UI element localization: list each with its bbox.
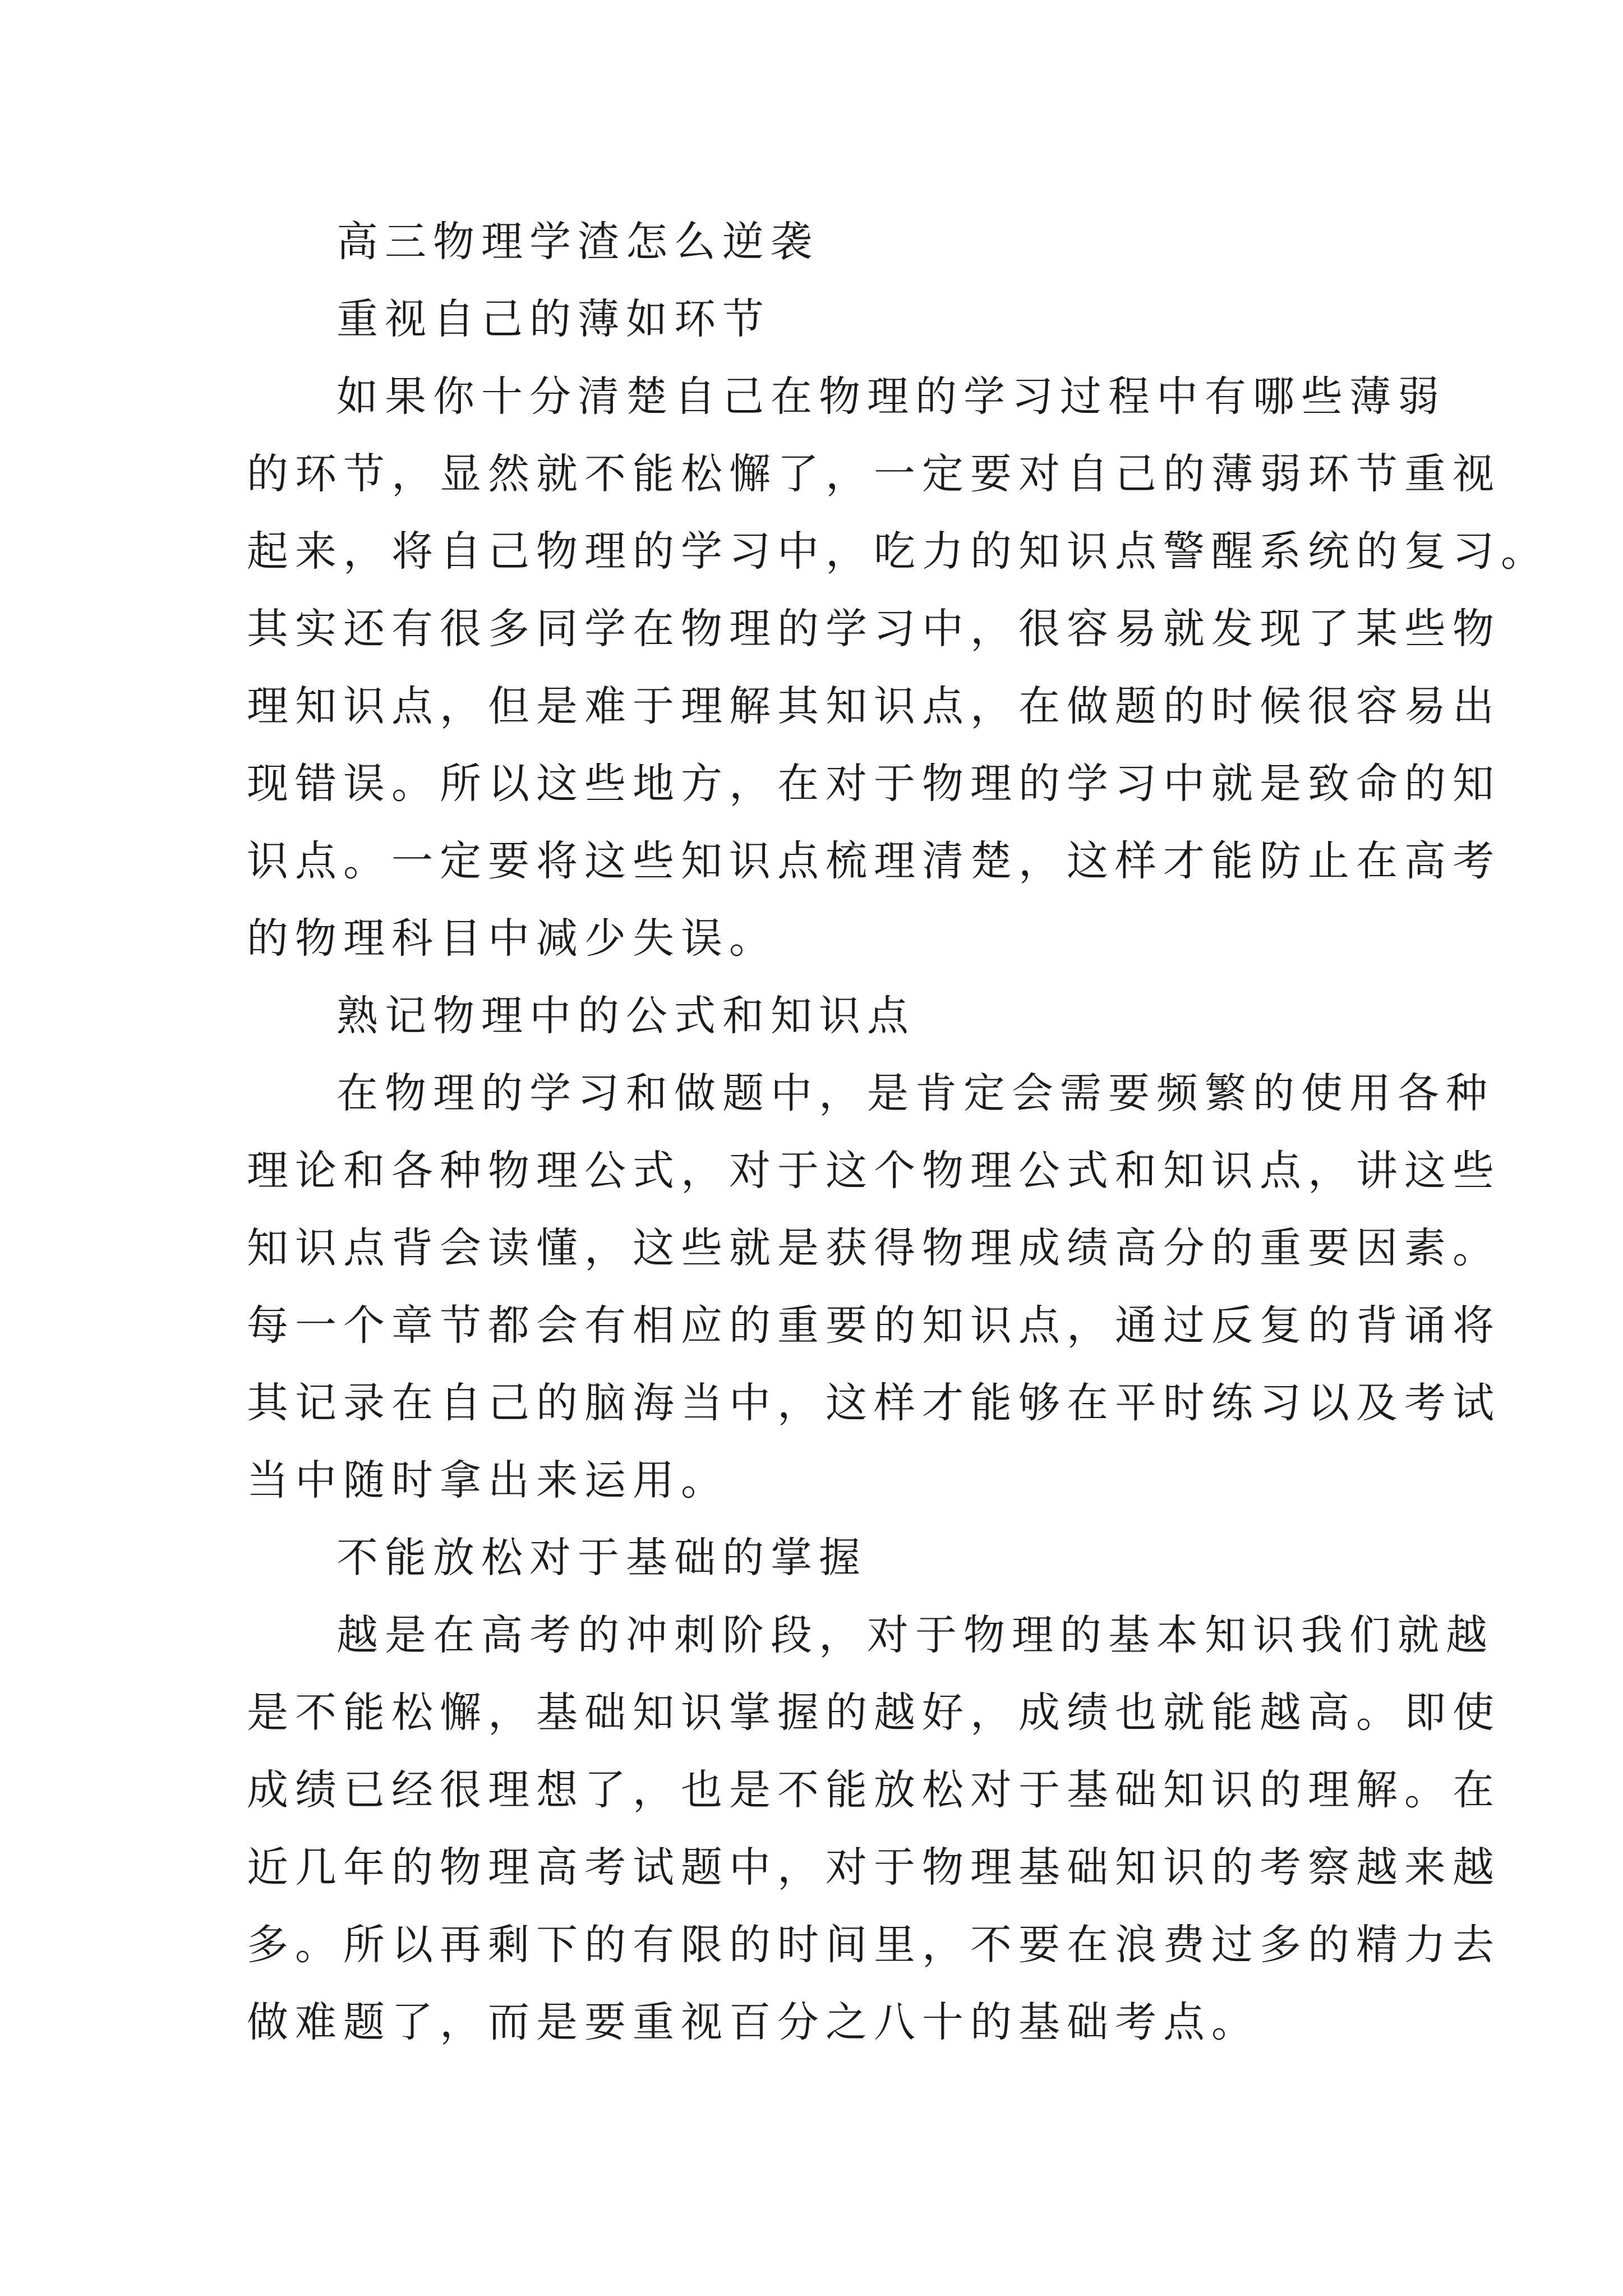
paragraph-line: 现错误。所以这些地方，在对于物理的学习中就是致命的知 <box>247 760 1501 808</box>
paragraph-line: 识点。一定要将这些知识点梳理清楚，这样才能防止在高考 <box>247 837 1501 885</box>
paragraph-line: 多。所以再剩下的有限的时间里，不要在浪费过多的精力去 <box>247 1921 1501 1969</box>
paragraph-line: 成绩已经很理想了，也是不能放松对于基础知识的理解。在 <box>247 1766 1501 1814</box>
paragraph-line: 的物理科目中减少失误。 <box>247 914 777 963</box>
paragraph-line: 如果你十分清楚自己在物理的学习过程中有哪些薄弱 <box>336 372 1446 421</box>
paragraph-line: 起来，将自己物理的学习中，吃力的知识点警醒系统的复习。 <box>247 527 1549 576</box>
paragraph-line: 在物理的学习和做题中，是肯定会需要频繁的使用各种 <box>336 1069 1494 1117</box>
paragraph-line: 每一个章节都会有相应的重要的知识点，通过反复的背诵将 <box>247 1301 1501 1350</box>
paragraph-line: 理论和各种物理公式，对于这个物理公式和知识点，讲这些 <box>247 1147 1501 1195</box>
section-heading: 熟记物理中的公式和知识点 <box>336 992 915 1040</box>
section-heading: 不能放松对于基础的掌握 <box>336 1534 867 1582</box>
section-heading: 重视自己的薄如环节 <box>336 295 771 343</box>
paragraph-line: 理知识点，但是难于理解其知识点，在做题的时候很容易出 <box>247 682 1501 730</box>
paragraph-line: 其记录在自己的脑海当中，这样才能够在平时练习以及考试 <box>247 1379 1501 1427</box>
paragraph-line: 当中随时拿出来运用。 <box>247 1456 729 1504</box>
paragraph-line: 是不能松懈，基础知识掌握的越好，成绩也就能越高。即使 <box>247 1688 1501 1737</box>
paragraph-line: 近几年的物理高考试题中，对于物理基础知识的考察越来越 <box>247 1843 1501 1892</box>
paragraph-line: 知识点背会读懂，这些就是获得物理成绩高分的重要因素。 <box>247 1224 1501 1272</box>
document-title: 高三物理学渣怎么逆袭 <box>336 218 819 266</box>
paragraph-line: 的环节，显然就不能松懈了，一定要对自己的薄弱环节重视 <box>247 450 1501 498</box>
paragraph-line: 其实还有很多同学在物理的学习中，很容易就发现了某些物 <box>247 605 1501 653</box>
paragraph-line: 做难题了，而是要重视百分之八十的基础考点。 <box>247 1998 1260 2046</box>
paragraph-line: 越是在高考的冲刺阶段，对于物理的基本知识我们就越 <box>336 1611 1494 1659</box>
